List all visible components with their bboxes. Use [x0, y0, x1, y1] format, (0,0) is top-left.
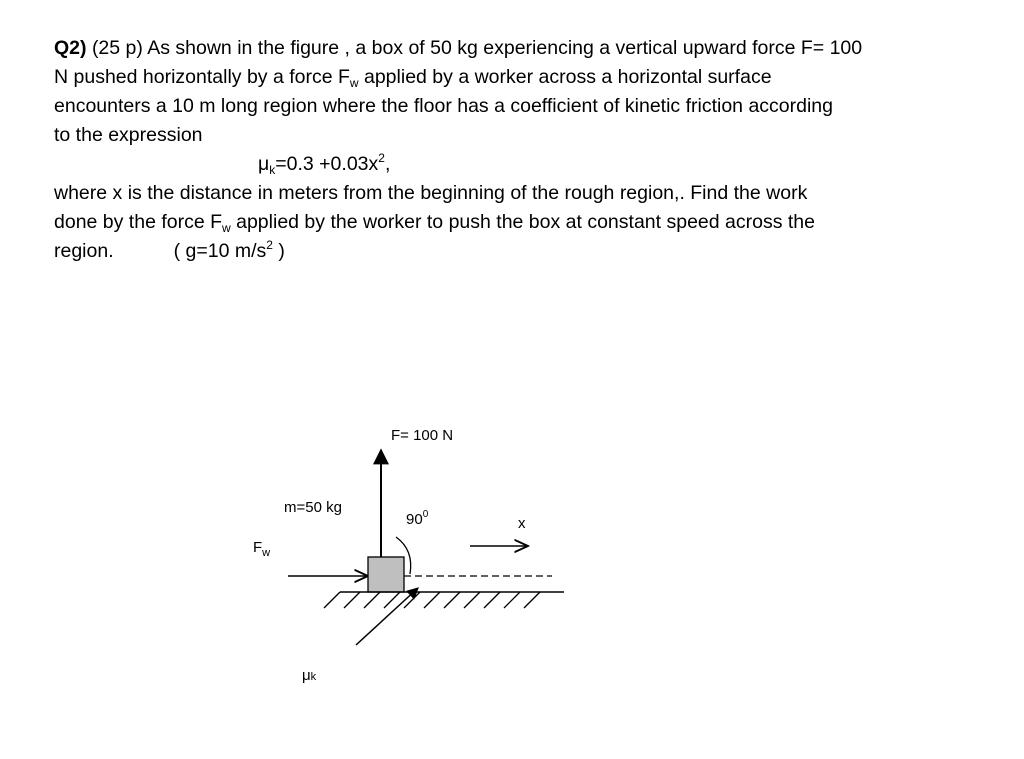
gravity-exponent: 2 [266, 238, 273, 252]
gravity-value: ( g=10 m/s [173, 240, 267, 262]
formula-mu-subscript: k [269, 163, 276, 177]
mu-letter: μ [302, 667, 311, 684]
fw-subscript: w [349, 76, 359, 90]
friction-pointer-arrow [356, 588, 418, 645]
mu-sub: k [310, 671, 317, 683]
fw-subscript-2: w [222, 221, 231, 235]
mass-label: m=50 kg [284, 499, 342, 516]
fw-label [253, 539, 270, 559]
angle-degree: 0 [422, 509, 429, 520]
floor-hatching [324, 592, 540, 608]
question-line-2-text-b: applied by a worker across a horizontal surface [358, 66, 772, 88]
question-line-4: to the expression [54, 124, 203, 146]
question-line-7-text-b: applied by the worker to push the box at constant speed across the [230, 211, 815, 233]
question-line-7-text-a: done by the force F [54, 211, 223, 233]
force-label: F= 100 N [391, 427, 454, 444]
formula-mu: μ [258, 153, 270, 175]
question-line-2-text-a: N pushed horizontally by a force F [54, 66, 350, 88]
mu-k-label [302, 667, 317, 684]
question-line-3: encounters a 10 m long region where the floor has a coefficient of kinetic friction according [54, 95, 834, 117]
formula-exponent: 2 [378, 151, 385, 165]
question-points: (25 p) [91, 37, 143, 59]
fw-sub: w [262, 547, 271, 559]
formula-end: , [384, 153, 391, 175]
question-line-1-text: As shown in the figure , a box of 50 kg experiencing a vertical upward force F= 100 [147, 37, 863, 59]
x-axis-label: x [518, 515, 526, 532]
fw-letter: F [253, 539, 263, 556]
angle-value: 90 [406, 511, 423, 528]
box [368, 557, 404, 592]
question-line-8-text-a: region. [54, 240, 114, 262]
formula-body: =0.3 +0.03x [275, 153, 379, 175]
question-number: Q2) [54, 37, 87, 59]
angle-label [406, 509, 429, 528]
question-line-6: where x is the distance in meters from the beginning of the rough region,. Find the work [54, 182, 808, 204]
gravity-close: ) [272, 240, 285, 262]
